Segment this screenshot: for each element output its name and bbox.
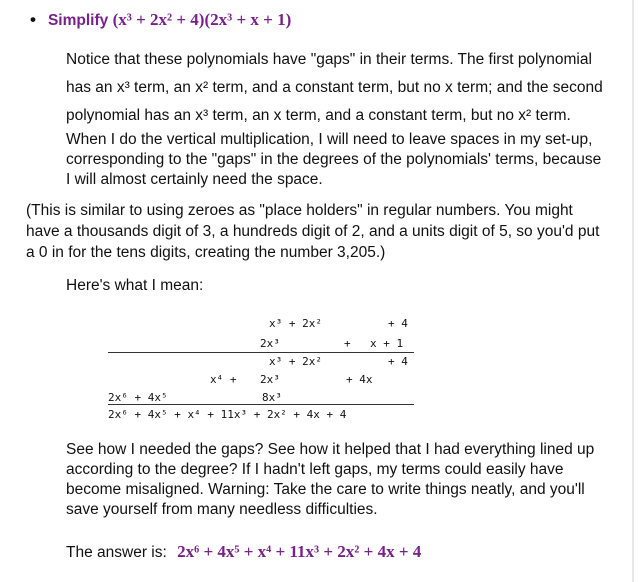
mult-row1-left: x³ + 2x²	[269, 317, 322, 330]
page-edge-rule	[632, 0, 634, 582]
para3-line1: See how I needed the gaps? See how it helped that I had everything lined up	[66, 441, 595, 458]
mult-row2-right: x + 1	[370, 337, 404, 350]
para3-line2: according to the degree? If I hadn't left gaps, my terms could easily have	[66, 461, 564, 478]
mult-row4-left: x⁴ +	[210, 373, 237, 386]
mult-row1-right: + 4	[388, 317, 408, 330]
mult-row3-left: x³ + 2x²	[269, 355, 322, 368]
paragraph-place-holders	[26, 200, 631, 263]
heading-expression: (x³ + 2x² + 4)(2x³ + x + 1)	[112, 10, 292, 29]
intro-text: Here's what I mean:	[66, 277, 204, 294]
answer-expression: 2x⁶ + 4x⁵ + x⁴ + 11x³ + 2x² + 4x + 4	[177, 542, 422, 561]
para1-line5: corresponding to the "gaps" in the degrees of the polynomials' terms, because	[66, 151, 602, 168]
mult-row4-right: + 4x	[346, 373, 373, 386]
para1-line2: has an x³ term, an x² term, and a constant term, but no x term; and the second	[66, 79, 603, 96]
para2-line2: have a thousands digit of 3, a hundreds digit of 2, and a units digit of 5, so you'd put	[26, 223, 600, 240]
para1-line6: I will almost certainly need the space.	[66, 171, 323, 188]
para2-line1: (This is similar to using zeroes as "place holders" in regular numbers. You might	[26, 202, 573, 219]
paragraph-gaps	[66, 46, 631, 190]
para1-line1: Notice that these polynomials have "gaps" in their terms. The first polynomial	[66, 51, 592, 68]
para2-line3: a 0 in for the tens digits, creating the number 3,205.)	[26, 244, 386, 261]
answer-label: The answer is:	[66, 544, 167, 561]
mult-row4-mid: 2x³	[260, 373, 280, 386]
mult-row2-left: 2x³	[260, 337, 280, 350]
mult-rule-bottom	[108, 404, 414, 405]
mult-rule-top	[108, 352, 414, 353]
para3-line3: become misaligned. Warning: Take the care to write things neatly, and you'll	[66, 481, 585, 498]
para3-line4: save yourself from many needless difficulties.	[66, 501, 378, 518]
para1-line4: When I do the vertical multiplication, I will need to leave spaces in my set-up,	[66, 131, 593, 148]
heading-label: Simplify	[47, 12, 109, 29]
mult-row3-right: + 4	[388, 355, 408, 368]
paragraph-see-gaps	[66, 440, 631, 520]
mult-row2-plus: +	[344, 337, 351, 350]
answer-line	[66, 542, 421, 562]
exercise-heading	[30, 10, 291, 30]
bullet-icon: •	[30, 10, 36, 29]
para1-line3: polynomial has an x³ term, an x term, and a constant term, but no x² term.	[66, 107, 571, 124]
mult-result: 2x⁶ + 4x⁵ + x⁴ + 11x³ + 2x² + 4x + 4	[108, 408, 347, 421]
mult-row5-left: 2x⁶ + 4x⁵	[108, 391, 168, 404]
mult-row5-mid: 8x³	[262, 391, 282, 404]
